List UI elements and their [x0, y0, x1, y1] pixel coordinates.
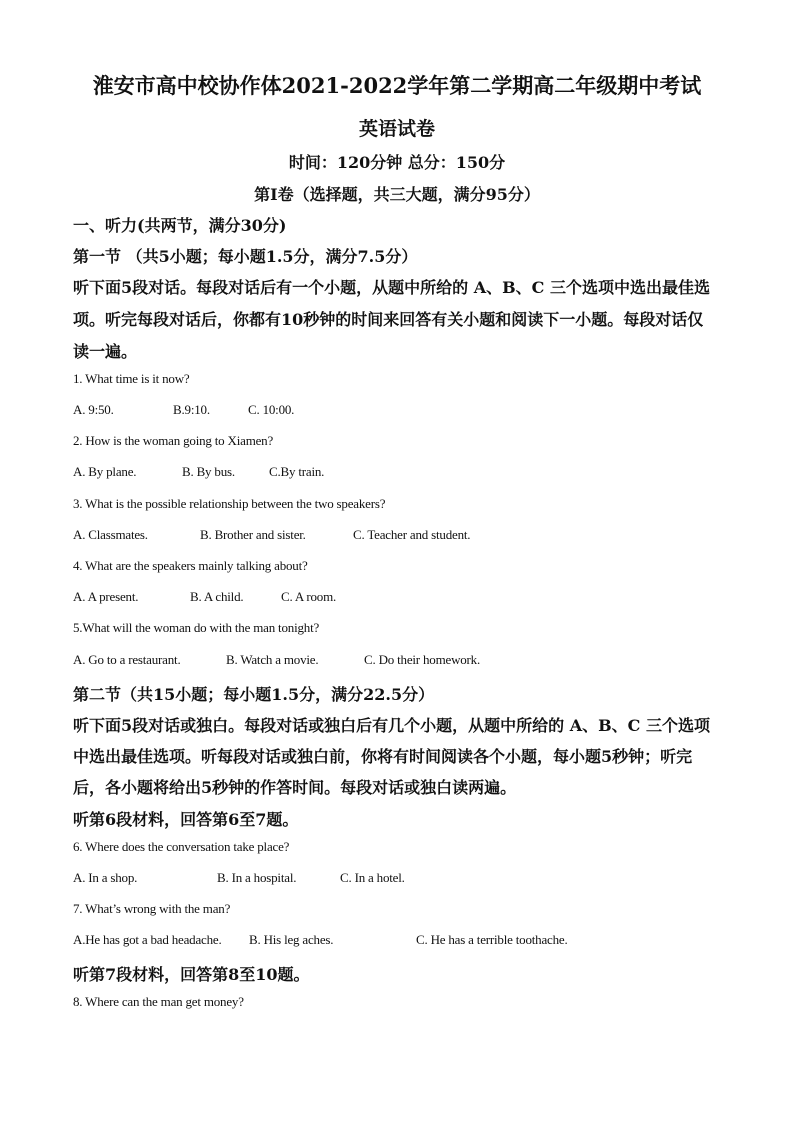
- question-text: 3. What is the possible relationship between the two speakers?: [73, 496, 386, 511]
- option-a: A. By plane.: [73, 464, 137, 479]
- option-a: A. A present.: [73, 589, 139, 604]
- question-text: 4. What are the speakers mainly talking about?: [73, 558, 308, 573]
- option-a: A. 9:50.: [73, 402, 114, 417]
- option-c: C.By train.: [269, 464, 325, 479]
- question-text: 8. Where can the man get money?: [73, 994, 244, 1009]
- instruction-line: 后，各小题将给出5秒钟的作答时间。每段对话或独白读两遍。: [73, 778, 517, 797]
- option-c: C. In a hotel.: [340, 870, 405, 885]
- option-c: C. Do their homework.: [364, 652, 481, 667]
- question-text: 1. What time is it now?: [73, 371, 190, 386]
- option-a: A. Go to a restaurant.: [73, 652, 181, 667]
- option-b: B. Brother and sister.: [200, 527, 306, 542]
- option-c: C. 10:00.: [248, 402, 295, 417]
- option-b: B. In a hospital.: [217, 870, 297, 885]
- section-heading: 一、听力(共两节，满分30分): [73, 216, 287, 235]
- instruction-line: 读一遍。: [73, 342, 138, 361]
- question-text: 6. Where does the conversation take place?: [73, 839, 290, 854]
- question-text: 7. What’s wrong with the man?: [73, 901, 231, 916]
- option-b: B. Watch a movie.: [226, 652, 319, 667]
- option-a: A.He has got a bad headache.: [73, 932, 222, 947]
- option-c: C. He has a terrible toothache.: [416, 932, 568, 947]
- option-c: C. Teacher and student.: [353, 527, 471, 542]
- instruction-line: 项。听完每段对话后，你都有10秒钟的时间来回答有关小题和阅读下一小题。每段对话仅: [73, 310, 704, 329]
- option-c: C. A room.: [281, 589, 337, 604]
- listening-directive: 听第6段材料，回答第6至7题。: [73, 810, 299, 829]
- exam-meta: 时间：120分钟 总分：150分: [288, 153, 506, 172]
- option-b: B. His leg aches.: [249, 932, 334, 947]
- exam-subtitle: 英语试卷: [358, 118, 435, 140]
- listening-directive: 听第7段材料，回答第8至10题。: [73, 965, 310, 984]
- question-text: 5.What will the woman do with the man tonight?: [73, 620, 320, 635]
- instruction-line: 听下面5段对话。每段对话后有一个小题，从题中所给的 A、B、C 三个选项中选出最佳选: [73, 278, 710, 297]
- instruction-line: 听下面5段对话或独白。每段对话或独白后有几个小题，从题中所给的 A、B、C 三个选项: [73, 716, 710, 735]
- option-b: B. By bus.: [182, 464, 235, 479]
- question-text: 2. How is the woman going to Xiamen?: [73, 433, 274, 448]
- instruction-line: 中选出最佳选项。听每段对话或独白前，你将有时间阅读各个小题，每小题5秒钟；听完: [73, 747, 693, 766]
- subsection-heading: 第一节 （共5小题；每小题1.5分，满分7.5分）: [73, 247, 418, 266]
- option-b: B.9:10.: [173, 402, 210, 417]
- option-a: A. In a shop.: [73, 870, 138, 885]
- exam-title: 淮安市高中校协作体2021-2022学年第二学期高二年级期中考试: [92, 73, 702, 98]
- subsection-heading: 第二节（共15小题；每小题1.5分，满分22.5分）: [73, 685, 435, 704]
- option-b: B. A child.: [190, 589, 244, 604]
- option-a: A. Classmates.: [73, 527, 148, 542]
- part-heading: 第I卷（选择题，共三大题，满分95分）: [254, 185, 540, 204]
